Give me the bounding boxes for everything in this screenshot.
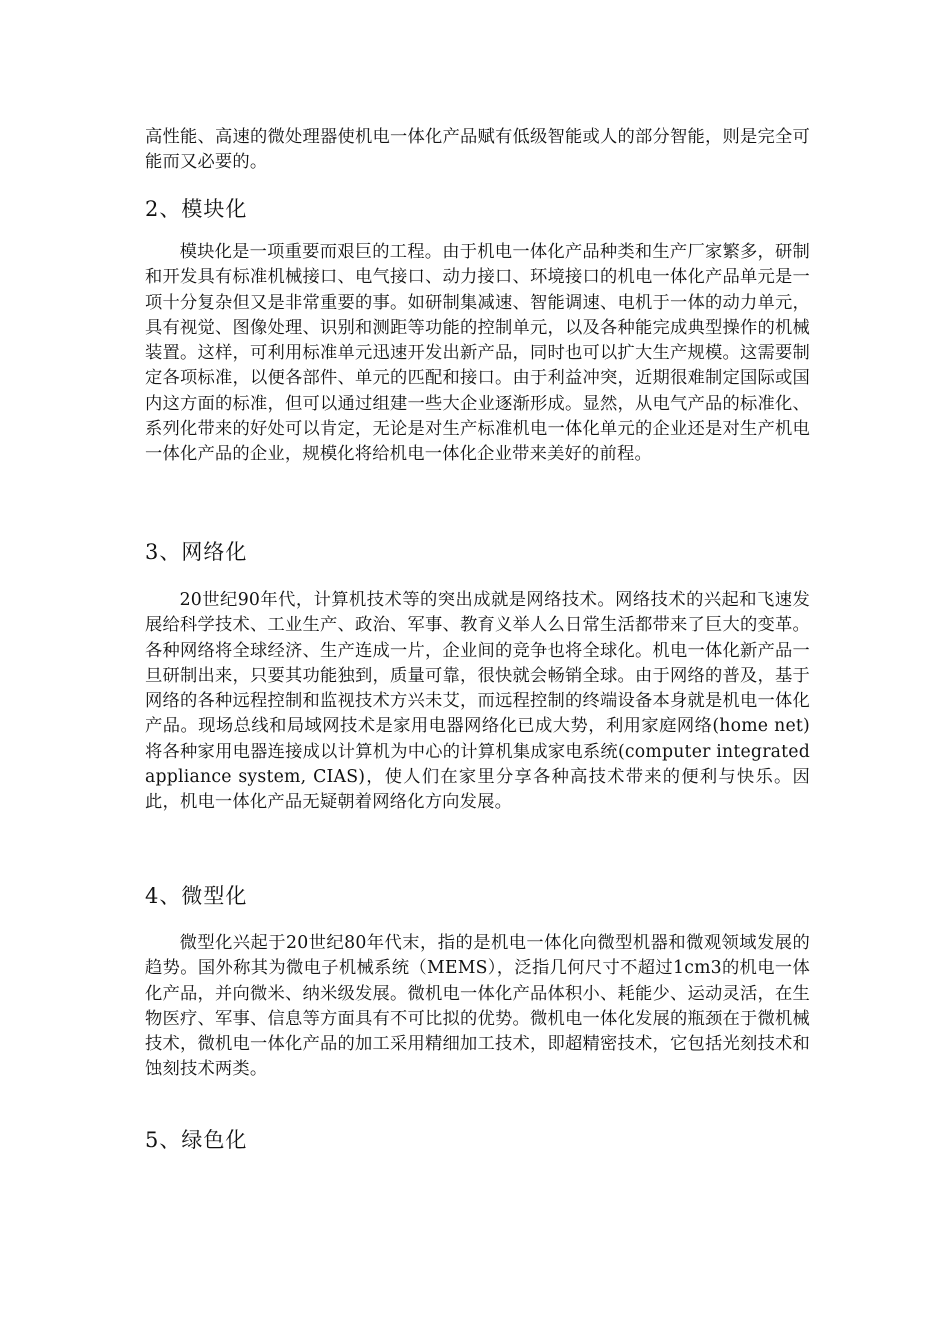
section-heading-networking: 3、网络化	[145, 540, 248, 564]
intro-paragraph: 高性能、高速的微处理器使机电一体化产品赋有低级智能或人的部分智能，则是完全可能而又必要的。	[145, 127, 810, 173]
section-heading-modularization: 2、模块化	[145, 197, 248, 221]
section-heading-miniaturization: 4、微型化	[145, 884, 248, 908]
section-heading-greening: 5、绿色化	[145, 1128, 248, 1152]
section-paragraph-miniaturization: 微型化兴起于20世纪80年代末，指的是机电一体化向微型机器和微观领域发展的趋势。国外称其为微电子机械系统（MEMS），泛指几何尺寸不超过1cm3的机电一体化产品，并向微米、纳米级发展。微机电一体化产品体积小、耗能少、运动灵活，在生物医疗、军事、信息等方面具有不可比拟的优势。微机电一体化发展的瓶颈在于微机械技术，微机电一体化产品的加工采用精细加工技术，即超精密技术，它包括光刻技术和蚀刻技术两类。	[145, 933, 810, 1080]
section-paragraph-networking: 20世纪90年代，计算机技术等的突出成就是网络技术。网络技术的兴起和飞速发展给科学技术、工业生产、政治、军事、教育义举人么日常生活都带来了巨大的变革。各种网络将全球经济、生产连成一片，企业间的竞争也将全球化。机电一体化新产品一旦研制出来，只要其功能独到，质量可靠，很快就会畅销全球。由于网络的普及，基于网络的各种远程控制和监视技术方兴未艾，而远程控制的终端设备本身就是机电一体化产品。现场总线和局域网技术是家用电器网络化已成大势，利用家庭网络(home net)将各种家用电器连接成以计算机为中心的计算机集成家电系统(computer integrated appliance system, CIAS)，使人们在家里分享各种高技术带来的便利与快乐。因此，机电一体化产品无疑朝着网络化方向发展。	[145, 590, 810, 813]
section-paragraph-modularization: 模块化是一项重要而艰巨的工程。由于机电一体化产品种类和生产厂家繁多，研制和开发具有标准机械接口、电气接口、动力接口、环境接口的机电一体化产品单元是一项十分复杂但又是非常重要的事。如研制集减速、智能调速、电机于一体的动力单元，具有视觉、图像处理、识别和测距等功能的控制单元，以及各种能完成典型操作的机械装置。这样，可利用标准单元迅速开发出新产品，同时也可以扩大生产规模。这需要制定各项标准，以便各部件、单元的匹配和接口。由于利益冲突，近期很难制定国际或国内这方面的标准，但可以通过组建一些大企业逐渐形成。显然，从电气产品的标准化、系列化带来的好处可以肯定，无论是对生产标准机电一体化单元的企业还是对生产机电一体化产品的企业，规模化将给机电一体化企业带来美好的前程。	[145, 242, 810, 465]
